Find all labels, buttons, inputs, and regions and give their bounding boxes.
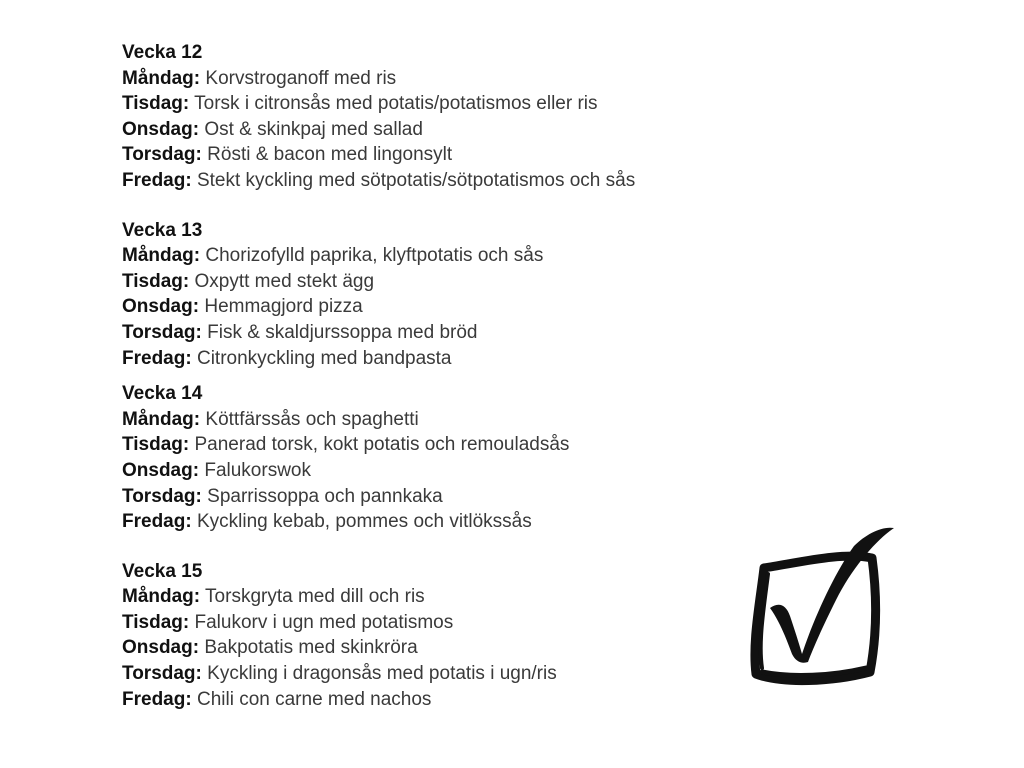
meal-text: Köttfärssås och spaghetti	[205, 408, 419, 430]
day-label: Måndag:	[122, 408, 201, 430]
meal-text: Kyckling i dragonsås med potatis i ugn/ris	[207, 663, 557, 685]
meal-text: Korvstroganoff med ris	[205, 67, 397, 89]
day-label: Onsdag:	[122, 118, 200, 140]
menu-row-monday	[122, 584, 762, 610]
week-section-15	[122, 559, 762, 713]
meal-text: Fisk & skaldjurssoppa med bröd	[207, 321, 478, 343]
day-label: Torsdag:	[122, 321, 202, 343]
day-label: Måndag:	[122, 67, 201, 89]
day-label: Måndag:	[122, 586, 201, 608]
day-label: Onsdag:	[122, 296, 200, 318]
meal-text: Rösti & bacon med lingonsylt	[207, 144, 453, 166]
meal-text: Falukorswok	[204, 459, 311, 481]
menu-row-wednesday	[122, 117, 762, 143]
week-section-12	[122, 40, 762, 194]
meal-text: Chili con carne med nachos	[196, 688, 432, 710]
menu-row-tuesday	[122, 610, 762, 636]
menu-row-monday	[122, 66, 762, 92]
checked-box-icon	[742, 522, 902, 692]
meal-text: Kyckling kebab, pommes och vitlökssås	[196, 511, 532, 533]
weekly-menu	[122, 40, 762, 712]
day-label: Tisdag:	[122, 611, 190, 633]
day-label: Tisdag:	[122, 270, 190, 292]
day-label: Fredag:	[122, 511, 192, 533]
meal-text: Torskgryta med dill och ris	[205, 586, 425, 608]
meal-text: Falukorv i ugn med potatismos	[194, 611, 454, 633]
day-label: Torsdag:	[122, 144, 202, 166]
menu-row-friday	[122, 687, 762, 713]
meal-text: Sparrissoppa och pannkaka	[207, 485, 443, 507]
week-section-13	[122, 218, 762, 372]
day-label: Fredag:	[122, 688, 192, 710]
menu-row-thursday	[122, 142, 762, 168]
menu-row-wednesday	[122, 294, 762, 320]
week-section-14	[122, 381, 762, 535]
menu-row-wednesday	[122, 458, 762, 484]
day-label: Torsdag:	[122, 485, 202, 507]
day-label: Torsdag:	[122, 663, 202, 685]
meal-text: Hemmagjord pizza	[204, 296, 363, 318]
meal-text: Oxpytt med stekt ägg	[194, 270, 375, 292]
week-title: Vecka 13	[122, 219, 203, 241]
menu-row-wednesday	[122, 635, 762, 661]
day-label: Måndag:	[122, 245, 201, 267]
menu-row-thursday	[122, 320, 762, 346]
menu-row-friday	[122, 346, 762, 372]
meal-text: Bakpotatis med skinkröra	[204, 637, 418, 659]
day-label: Fredag:	[122, 169, 192, 191]
meal-text: Citronkyckling med bandpasta	[196, 347, 452, 369]
menu-row-friday	[122, 168, 762, 194]
day-label: Onsdag:	[122, 459, 200, 481]
meal-text: Panerad torsk, kokt potatis och remouladsås	[194, 434, 570, 456]
menu-row-thursday	[122, 484, 762, 510]
day-label: Tisdag:	[122, 434, 190, 456]
week-title: Vecka 12	[122, 42, 203, 63]
menu-row-tuesday	[122, 91, 762, 117]
meal-text: Stekt kyckling med sötpotatis/sötpotatismos och sås	[196, 169, 636, 191]
menu-row-thursday	[122, 661, 762, 687]
menu-row-friday	[122, 509, 762, 535]
day-label: Onsdag:	[122, 637, 200, 659]
day-label: Tisdag:	[122, 93, 190, 115]
menu-row-tuesday	[122, 432, 762, 458]
meal-text: Torsk i citronsås med potatis/potatismos eller ris	[194, 93, 598, 115]
menu-row-tuesday	[122, 269, 762, 295]
menu-row-monday	[122, 243, 762, 269]
week-title: Vecka 15	[122, 560, 203, 582]
meal-text: Ost & skinkpaj med sallad	[204, 118, 423, 140]
day-label: Fredag:	[122, 347, 192, 369]
meal-text: Chorizofylld paprika, klyftpotatis och sås	[205, 245, 544, 267]
week-title: Vecka 14	[122, 383, 203, 405]
menu-row-monday	[122, 407, 762, 433]
